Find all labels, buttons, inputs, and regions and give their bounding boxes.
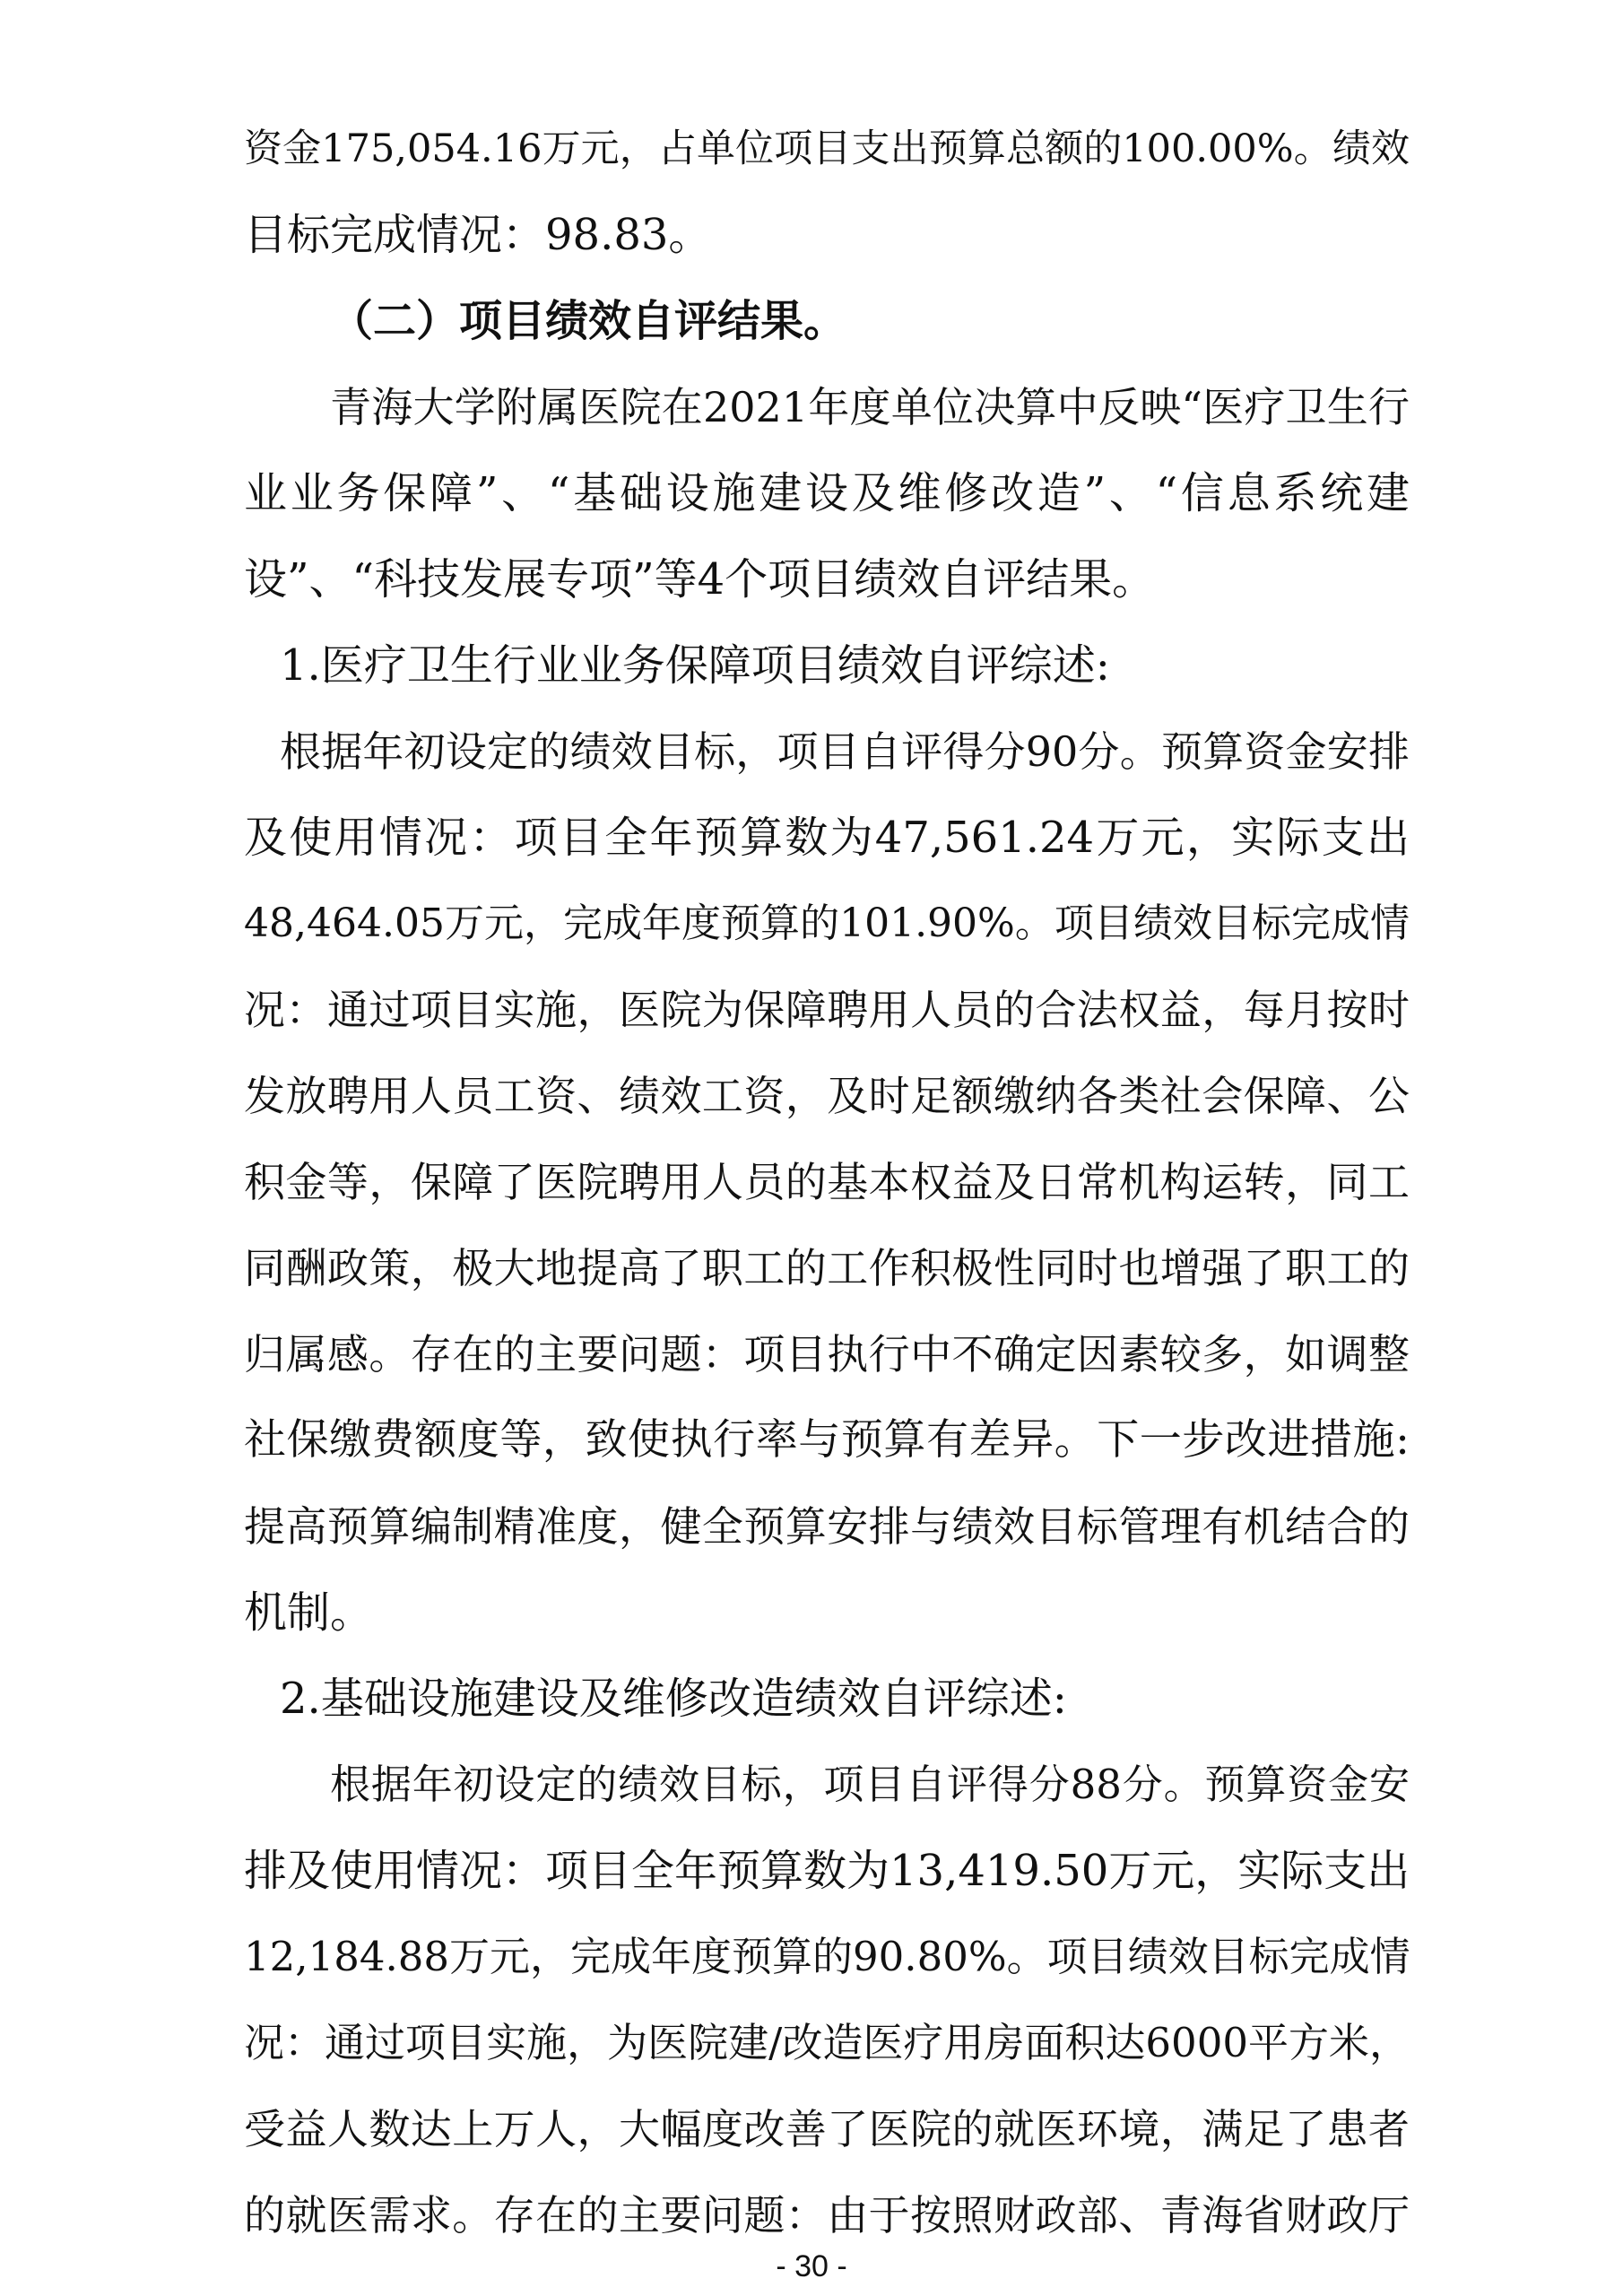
section-heading: （二）项目绩效自评结果。 [330, 296, 847, 346]
paragraph-line: 归属感。存在的主要问题：项目执行中不确定因素较多，如调整 [244, 1330, 1410, 1378]
paragraph-line: 目标完成情况：98.83。 [244, 210, 712, 260]
subsection-heading: 1.医疗卫生行业业务保障项目绩效自评综述: [280, 640, 1110, 691]
paragraph-line: 48,464.05万元，完成年度预算的101.90%。项目绩效目标完成情 [244, 900, 1410, 946]
paragraph-line: 排及使用情况：项目全年预算数为13,419.50万元，实际支出 [244, 1846, 1410, 1896]
paragraph-line: 根据年初设定的绩效目标，项目自评得分88分。预算资金安 [330, 1761, 1410, 1808]
paragraph-line: 况：通过项目实施，为医院建/改造医疗用房面积达6000平方米， [244, 2019, 1410, 2066]
paragraph-line: 受益人数达上万人，大幅度改善了医院的就医环境，满足了患者 [244, 2105, 1410, 2153]
paragraph-line: 况：通过项目实施，医院为保障聘用人员的合法权益，每月按时 [244, 986, 1410, 1034]
paragraph-line: 及使用情况：项目全年预算数为47,561.24万元，实际支出 [244, 813, 1410, 863]
paragraph-line: 设”、“科技发展专项”等4个项目绩效自评结果。 [244, 554, 1156, 604]
document-body [244, 106, 1410, 2258]
paragraph-line: 机制。 [244, 1587, 374, 1638]
paragraph-line: 发放聘用人员工资、绩效工资，及时足额缴纳各类社会保障、公 [244, 1072, 1410, 1120]
paragraph-line: 提高预算编制精准度，健全预算安排与绩效目标管理有机结合的 [244, 1502, 1410, 1551]
paragraph-line: 的就医需求。存在的主要问题：由于按照财政部、青海省财政厅 [244, 2191, 1410, 2239]
paragraph-line: 根据年初设定的绩效目标，项目自评得分90分。预算资金安排 [280, 727, 1410, 776]
subsection-heading: 2.基础设施建设及维修改造绩效自评综述: [280, 1674, 1067, 1724]
paragraph-line: 青海大学附属医院在2021年度单位决算中反映“医疗卫生行 [330, 383, 1410, 431]
paragraph-line: 同酬政策，极大地提高了职工的工作积极性同时也增强了职工的 [244, 1244, 1410, 1292]
paragraph-line: 社保缴费额度等，致使执行率与预算有差异。下一步改进措施: [244, 1415, 1410, 1465]
page-number: - 30 - [776, 2249, 847, 2283]
paragraph-line: 积金等，保障了医院聘用人员的基本权益及日常机构运转，同工 [244, 1158, 1410, 1206]
paragraph-line: 业业务保障”、“基础设施建设及维修改造”、“信息系统建 [244, 468, 1410, 518]
paragraph-line: 资金175,054.16万元，占单位项目支出预算总额的100.00%。绩效 [244, 126, 1410, 171]
paragraph-line: 12,184.88万元，完成年度预算的90.80%。项目绩效目标完成情 [244, 1933, 1410, 1980]
